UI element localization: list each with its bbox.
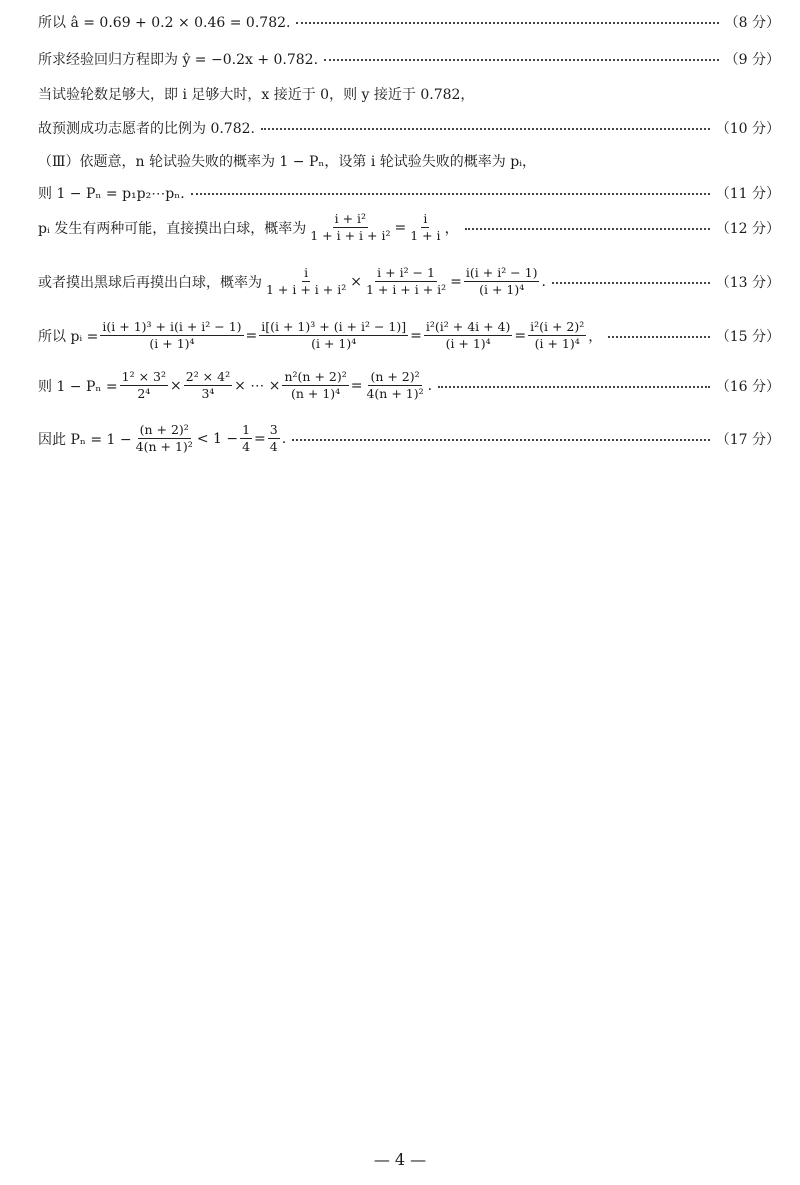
numerator: n²(n + 2)² [282, 370, 348, 386]
operator: = [450, 273, 462, 290]
numerator: (n + 2)² [138, 423, 191, 439]
dot-leader [292, 437, 710, 441]
score-label: （17 分） [715, 431, 780, 448]
numerator: i + i² [333, 212, 368, 228]
fraction [408, 212, 442, 244]
operator: = [394, 219, 407, 236]
line-prefix: 所以 pᵢ = [38, 328, 99, 345]
line-text: 当试验轮数足够大，即 i 足够大时，x 接近于 0，则 y 接近于 0.782， [38, 87, 475, 103]
dot-leader [261, 126, 710, 130]
line-text: 所求经验回归方程即为 ŷ = −0.2x + 0.782. [38, 52, 319, 68]
line-text: （Ⅲ）依题意，n 轮试验失败的概率为 1 − Pₙ，设第 i 轮试验失败的概率为 pᵢ， [38, 154, 537, 170]
denominator: 3⁴ [201, 386, 215, 402]
dot-leader [324, 57, 719, 61]
score-label: （13 分） [715, 274, 780, 291]
operator: = [254, 430, 266, 447]
denominator: (n + 1)⁴ [291, 386, 341, 402]
line-suffix: . [281, 430, 287, 447]
numerator: 1 [240, 423, 252, 439]
dot-leader [465, 226, 710, 230]
solution-line-10 [38, 370, 780, 402]
equation [38, 212, 459, 244]
denominator: 1 + i [410, 228, 441, 244]
solution-line-11 [38, 423, 780, 455]
solution-line-9 [38, 320, 780, 352]
line-text: 所以 â = 0.69 + 0.2 × 0.46 = 0.782. [38, 15, 291, 31]
fraction [264, 266, 348, 298]
numerator: i[(i + 1)³ + (i + i² − 1)] [259, 320, 408, 336]
line-suffix: ， [588, 328, 603, 345]
denominator: 4(n + 1)² [135, 439, 193, 455]
fraction [259, 320, 408, 352]
numerator: i(i + i² − 1) [464, 266, 540, 282]
line-suffix: . [541, 273, 546, 290]
fraction [424, 320, 513, 352]
denominator: (i + 1)⁴ [534, 336, 580, 352]
line-text: 则 1 − Pₙ = p₁p₂⋯pₙ. [38, 186, 185, 202]
operator: × [350, 273, 362, 290]
denominator: (i + 1)⁴ [311, 336, 357, 352]
line-text: 故预测成功志愿者的比例为 0.782. [38, 121, 255, 137]
line-prefix: pᵢ 发生有两种可能，直接摸出白球，概率为 [38, 220, 307, 237]
solution-line-4 [38, 118, 780, 138]
operator: × [170, 377, 182, 394]
numerator: 2² × 4² [184, 370, 232, 386]
solution-line-5 [38, 151, 780, 171]
denominator: 4 [242, 439, 251, 455]
numerator: i²(i² + 4i + 4) [424, 320, 513, 336]
equation [38, 320, 602, 352]
operator: = [350, 377, 363, 394]
numerator: i [421, 212, 429, 228]
numerator: 1² × 3² [120, 370, 168, 386]
denominator: (i + 1)⁴ [149, 336, 195, 352]
line-suffix: . [427, 377, 433, 394]
solution-line-2 [38, 49, 780, 69]
fraction [268, 423, 280, 455]
solution-line-1 [38, 12, 780, 32]
line-suffix: ， [444, 220, 459, 237]
fraction [308, 212, 392, 244]
denominator: 4 [269, 439, 278, 455]
numerator: (n + 2)² [368, 370, 421, 386]
fraction [282, 370, 348, 402]
solution-line-3 [38, 84, 780, 104]
equation [38, 370, 432, 402]
fraction [134, 423, 195, 455]
solution-line-6 [38, 183, 780, 203]
score-label: （9 分） [724, 52, 780, 68]
denominator: (i + 1)⁴ [445, 336, 491, 352]
score-label: （11 分） [715, 186, 780, 202]
dot-leader [552, 280, 710, 284]
fraction [184, 370, 232, 402]
fraction [464, 266, 540, 298]
page-number: — 4 — [373, 1150, 427, 1169]
line-prefix: 因此 Pₙ = 1 − [38, 431, 132, 448]
denominator: (i + 1)⁴ [479, 282, 525, 298]
denominator: 1 + i + i + i² [365, 282, 447, 298]
numerator: i²(i + 2)² [528, 320, 586, 336]
score-label: （16 分） [715, 378, 780, 395]
operator: = [245, 327, 258, 344]
denominator: 4(n + 1)² [366, 386, 424, 402]
fraction [100, 320, 243, 352]
fraction [240, 423, 252, 455]
fraction [364, 266, 448, 298]
fraction [120, 370, 168, 402]
score-label: （15 分） [715, 328, 780, 345]
score-label: （10 分） [715, 121, 780, 137]
equation [38, 423, 286, 455]
denominator: 1 + i + i + i² [310, 228, 391, 244]
numerator: i [302, 266, 310, 282]
operator: = [514, 327, 527, 344]
dot-leader [191, 191, 710, 195]
operator: = [410, 327, 422, 344]
solution-line-8 [38, 266, 780, 298]
dot-leader [438, 384, 710, 388]
solution-line-7 [38, 212, 780, 244]
fraction [528, 320, 586, 352]
score-label: （8 分） [724, 15, 780, 31]
line-prefix: 或者摸出黑球后再摸出白球，概率为 [38, 274, 262, 291]
fraction [364, 370, 425, 402]
score-label: （12 分） [715, 220, 780, 237]
dot-leader [608, 334, 709, 338]
denominator: 1 + i + i + i² [266, 282, 347, 298]
line-prefix: 则 1 − Pₙ = [38, 378, 118, 395]
numerator: i(i + 1)³ + i(i + i² − 1) [100, 320, 243, 336]
denominator: 2⁴ [137, 386, 151, 402]
operator: × ⋯ × [234, 377, 281, 394]
operator: < 1 − [196, 430, 239, 447]
numerator: 3 [268, 423, 280, 439]
numerator: i + i² − 1 [375, 266, 437, 282]
equation [38, 266, 546, 298]
dot-leader [296, 20, 718, 24]
